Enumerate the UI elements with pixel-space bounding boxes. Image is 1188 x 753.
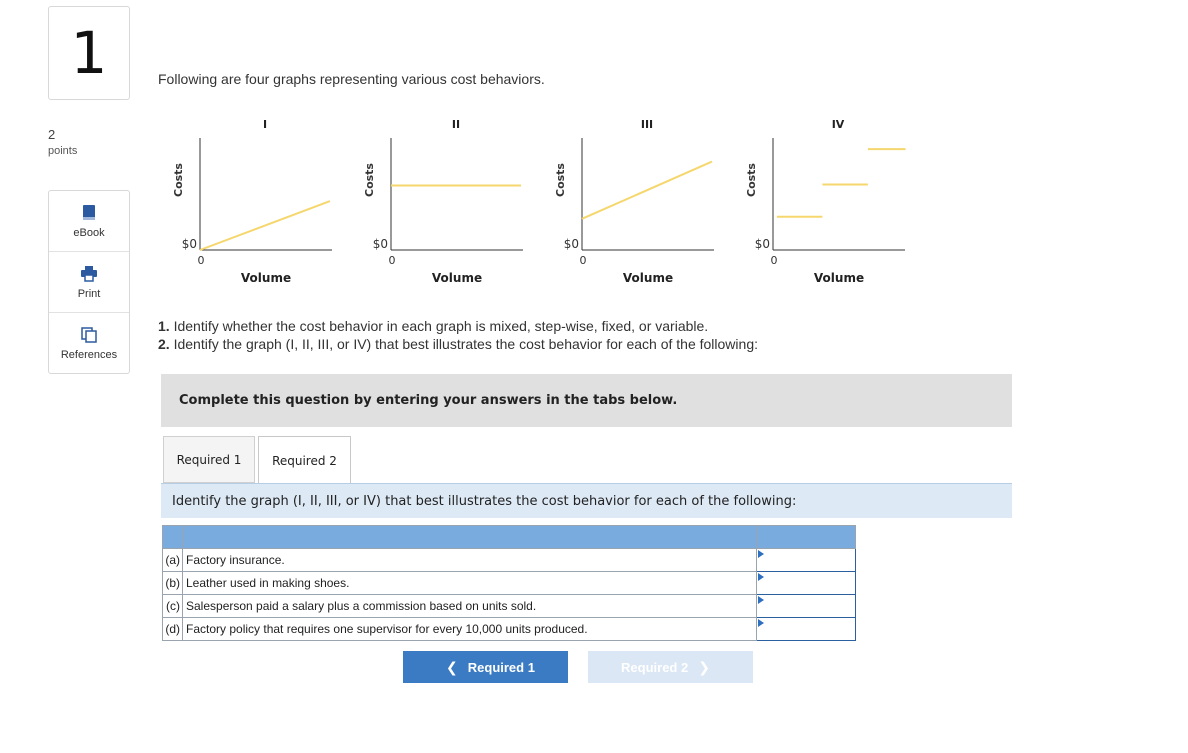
graph-origin-x-label: 0 — [770, 254, 778, 267]
graph-origin-y-label: $0 — [181, 237, 197, 251]
row-description: Factory policy that requires one supervisor for every 10,000 units produced. — [183, 618, 757, 641]
table-row — [163, 572, 856, 595]
dropdown-marker-icon — [758, 596, 764, 604]
instruction-1: 1. Identify whether the cost behavior in each graph is mixed, step-wise, fixed, or variable. — [158, 318, 709, 334]
required-header-text: Identify the graph (I, II, III, or IV) that best illustrates the cost behavior for each of the following: — [172, 493, 797, 509]
question-number: 1 — [70, 19, 108, 87]
chevron-left-icon: ❮ — [446, 658, 458, 675]
graph-numeral: II — [451, 118, 461, 131]
graph-xlabel: Volume — [622, 271, 674, 285]
graph-origin-x-label: 0 — [579, 254, 587, 267]
dropdown-marker-icon — [758, 550, 764, 558]
chevron-right-icon: ❯ — [698, 658, 710, 675]
graph-numeral: IV — [831, 118, 845, 131]
tab-required-2[interactable]: Required 2 — [258, 436, 351, 484]
answer-input-b[interactable] — [757, 573, 855, 593]
references-button[interactable] — [49, 313, 129, 373]
graph-xlabel: Volume — [240, 271, 292, 285]
graph-numeral: I — [262, 118, 268, 131]
graph-origin-y-label: $0 — [563, 237, 579, 251]
graph-xlabel: Volume — [431, 271, 483, 285]
answer-input-a[interactable] — [757, 550, 855, 570]
instruction-2: 2. Identify the graph (I, II, III, or IV) that best illustrates the cost behavior for each of the following: — [158, 336, 758, 352]
graph-cost-line — [582, 162, 712, 219]
table-header-row — [163, 526, 856, 549]
printer-icon — [80, 265, 98, 283]
graph-origin-x-label: 0 — [197, 254, 205, 267]
next-button[interactable] — [588, 651, 753, 683]
cost-behavior-graphs — [160, 110, 920, 295]
answer-input-c[interactable] — [757, 596, 855, 616]
row-letter: (c) — [163, 595, 183, 618]
table-row — [163, 595, 856, 618]
tools-panel — [48, 190, 130, 374]
graph-ylabel: Costs — [554, 163, 567, 197]
ebook-button[interactable] — [49, 191, 129, 252]
points-label: points — [48, 145, 78, 157]
print-label: Print — [77, 288, 101, 300]
graph-ylabel: Costs — [363, 163, 376, 197]
tab-required-1[interactable]: Required 1 — [163, 436, 255, 483]
graph-ylabel: Costs — [745, 163, 758, 197]
book-icon — [80, 204, 98, 222]
table-row — [163, 618, 856, 641]
intro-text: Following are four graphs representing various cost behaviors. — [158, 71, 545, 87]
dropdown-marker-icon — [758, 619, 764, 627]
answer-input-d[interactable] — [757, 619, 855, 639]
row-description: Salesperson paid a salary plus a commission based on units sold. — [183, 595, 757, 618]
row-description: Factory insurance. — [183, 549, 757, 572]
required-header — [161, 483, 1012, 518]
next-button-label: Required 2 — [621, 659, 689, 675]
question-number-box — [48, 6, 130, 100]
answer-table — [162, 525, 856, 641]
banner-text: Complete this question by entering your answers in the tabs below. — [179, 393, 678, 408]
graph-origin-x-label: 0 — [388, 254, 396, 267]
row-letter: (a) — [163, 549, 183, 572]
row-letter: (b) — [163, 572, 183, 595]
copy-pages-icon — [80, 326, 98, 344]
graph-cost-line — [200, 201, 330, 250]
dropdown-marker-icon — [758, 573, 764, 581]
previous-button-label: Required 1 — [467, 659, 535, 675]
graph-xlabel: Volume — [813, 271, 865, 285]
instruction-banner — [161, 374, 1012, 427]
points-value: 2 — [48, 127, 56, 142]
print-button[interactable] — [49, 252, 129, 313]
graph-ylabel: Costs — [172, 163, 185, 197]
graph-origin-y-label: $0 — [372, 237, 388, 251]
references-label: References — [60, 349, 118, 361]
row-description: Leather used in making shoes. — [183, 572, 757, 595]
row-letter: (d) — [163, 618, 183, 641]
graph-origin-y-label: $0 — [754, 237, 770, 251]
table-row — [163, 549, 856, 572]
ebook-label: eBook — [73, 227, 105, 239]
instructions — [158, 317, 758, 353]
previous-button[interactable] — [403, 651, 568, 683]
graph-numeral: III — [640, 118, 654, 131]
